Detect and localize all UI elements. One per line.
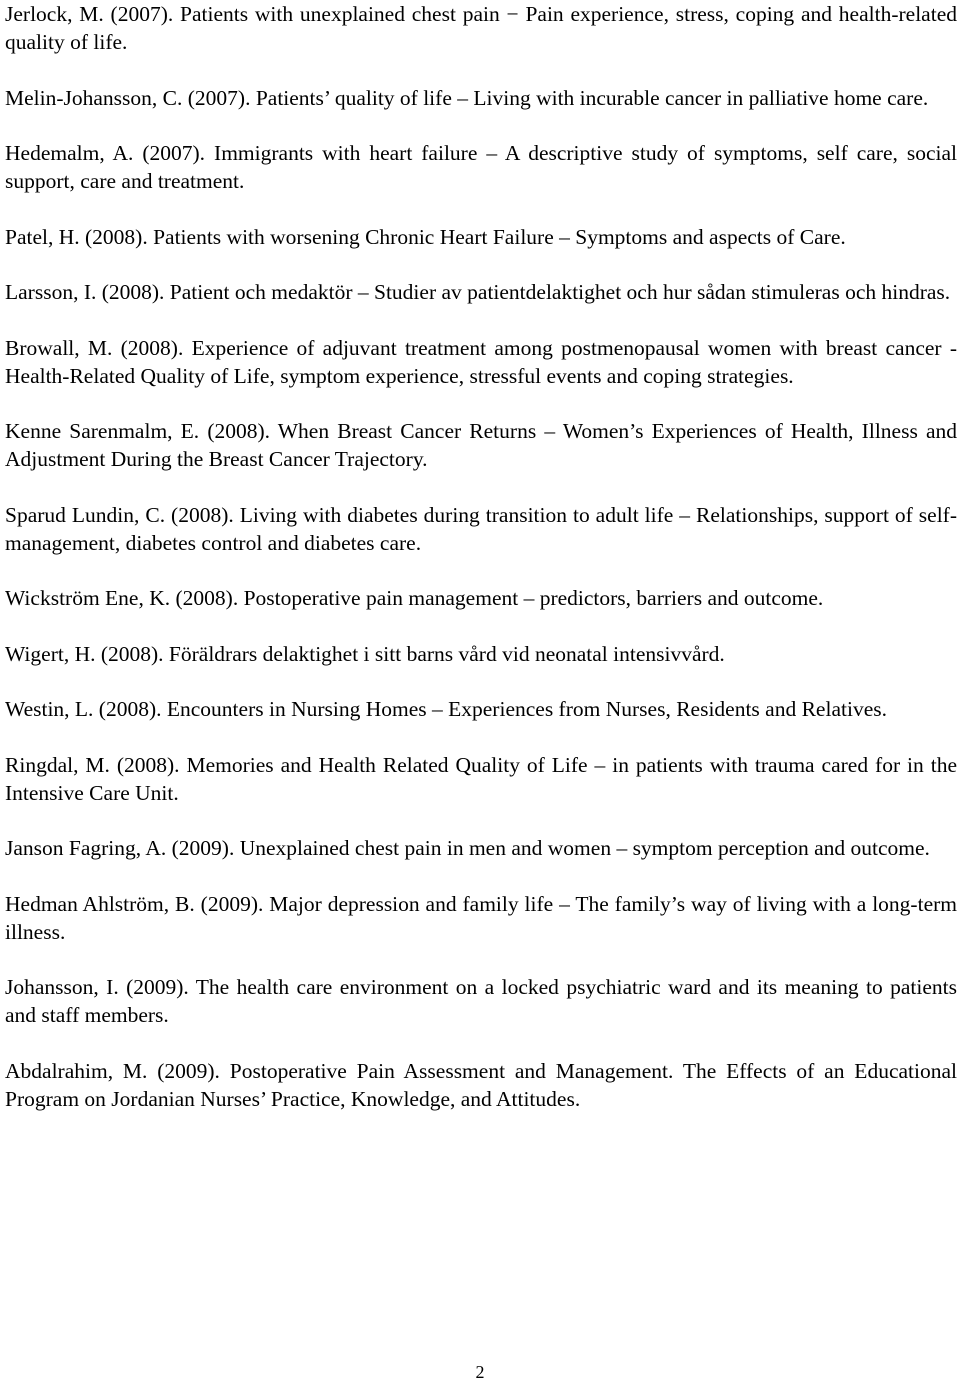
reference-item: Wigert, H. (2008). Föräldrars delaktighet i sitt barns vård vid neonatal intensivvård. <box>5 641 725 666</box>
reference-item: Ringdal, M. (2008). Memories and Health Related Quality of Life – in patients with trauma cared for in the Intensive Care Unit. <box>5 752 957 805</box>
page-number: 2 <box>475 1362 485 1382</box>
reference-item: Patel, H. (2008). Patients with worsening Chronic Heart Failure – Symptoms and aspects of Care. <box>5 224 846 249</box>
reference-item: Kenne Sarenmalm, E. (2008). When Breast Cancer Returns – Women’s Experiences of Health, Illness and Adjustment During the Breast Cancer Trajectory. <box>5 419 957 471</box>
reference-item: Melin-Johansson, C. (2007). Patients’ quality of life – Living with incurable cancer in palliative home care. <box>5 85 929 110</box>
reference-item: Abdalrahim, M. (2009). Postoperative Pain Assessment and Management. The Effects of an Educational Program on Jordanian Nurses’ Practice, Knowledge, and Attitudes. <box>5 1058 957 1111</box>
reference-item: Hedman Ahlström, B. (2009). Major depression and family life – The family’s way of living with a long-term illness. <box>5 891 957 944</box>
reference-item: Westin, L. (2008). Encounters in Nursing Homes – Experiences from Nurses, Residents and Relatives. <box>5 697 887 721</box>
reference-item: Hedemalm, A. (2007). Immigrants with heart failure – A descriptive study of symptoms, self care, social support, care and treatment. <box>5 141 957 193</box>
reference-item: Larsson, I. (2008). Patient och medaktör – Studier av patientdelaktighet och hur sådan stimuleras och hindras. <box>5 280 951 304</box>
reference-list <box>5 0 957 1140</box>
reference-item: Johansson, I. (2009). The health care environment on a locked psychiatric ward and its meaning to patients and staff members. <box>5 975 957 1027</box>
reference-item: Wickström Ene, K. (2008). Postoperative pain management – predictors, barriers and outcome. <box>5 586 824 610</box>
reference-item: Browall, M. (2008). Experience of adjuvant treatment among postmenopausal women with breast cancer - Health-Related Quality of Life, symptom experience, stressful events and coping strategies. <box>5 335 957 388</box>
reference-item: Sparud Lundin, C. (2008). Living with diabetes during transition to adult life – Relationships, support of self-management, diabetes control and diabetes care. <box>5 502 957 555</box>
reference-item: Jerlock, M. (2007). Patients with unexplained chest pain − Pain experience, stress, coping and health-related quality of life. <box>5 2 957 54</box>
reference-item: Janson Fagring, A. (2009). Unexplained chest pain in men and women – symptom perception and outcome. <box>5 836 930 860</box>
